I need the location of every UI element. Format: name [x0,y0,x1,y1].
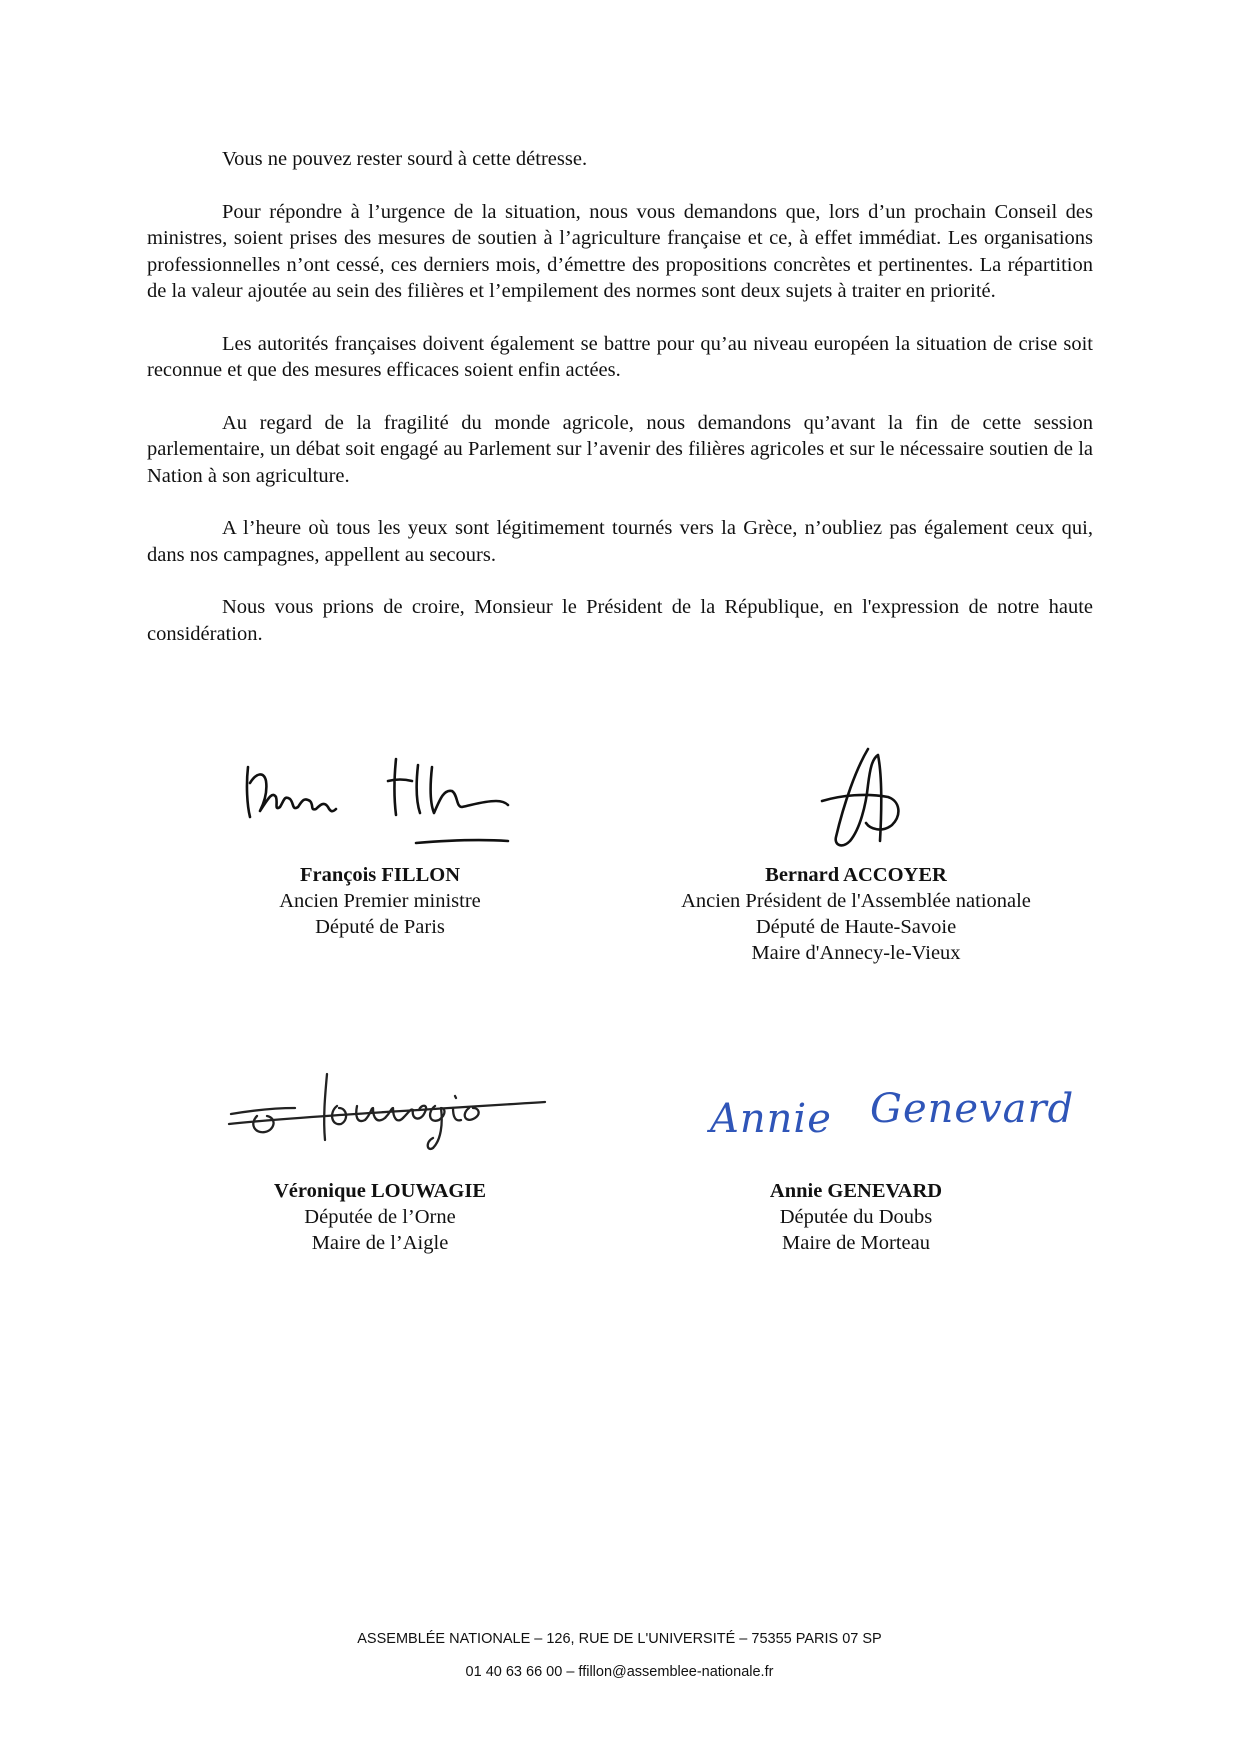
paragraph-4: Au regard de la fragilité du monde agricole, nous demandons qu’avant la fin de cette session parlementaire, un débat soit engagé au Parlement sur l’avenir des filières agricoles et sur le nécessaire soutien de la Nation à son agriculture. [147,411,1093,487]
signatory-name: François FILLON [299,864,461,886]
signatory-name: Annie GENEVARD [769,1180,943,1202]
signatory-title: Députée de l’Orne [304,1206,456,1228]
signatory-louwagie [230,1178,530,1256]
footer-address: ASSEMBLÉE NATIONALE – 126, RUE DE L'UNIVERSITÉ – 75355 PARIS 07 SP [357,1631,882,1647]
signatory-title: Députée du Doubs [779,1206,933,1228]
paragraph-3: Les autorités françaises doivent également se battre pour qu’au niveau européen la situation de crise soit reconnue et que des mesures efficaces soient enfin actées. [147,332,1093,381]
signature-genevard [700,1070,1075,1160]
signatory-title: Ancien Premier ministre [279,890,481,912]
signatory-title: Député de Paris [315,916,445,938]
signatory-title: Maire de l’Aigle [311,1232,449,1254]
paragraph-2: Pour répondre à l’urgence de la situation, nous vous demandons que, lors d’un prochain Conseil des ministres, soient prises des mesures de soutien à l’agriculture française et ce, à effet immédiat. Les organisations professionnelles n’ont cessé, ces derniers mois, d’émettre des propositions concrètes et pertinentes. La répartition de la valeur ajoutée au sein des filières et l’empilement des normes sont deux sujets à traiter en priorité. [147,200,1093,302]
signature-fillon [240,755,540,855]
signatory-accoyer [636,862,1076,966]
paragraph-1: Vous ne pouvez rester sourd à cette détresse. [222,148,588,170]
letter-body [147,146,1093,673]
footer-contact: 01 40 63 66 00 – ffillon@assemblee-nationale.fr [465,1664,774,1680]
signatory-genevard [706,1178,1006,1256]
signatory-title: Maire d'Annecy-le-Vieux [751,942,961,964]
signatory-fillon [230,862,530,940]
paragraph-5: A l’heure où tous les yeux sont légitimement tournés vers la Grèce, n’oubliez pas également ceux qui, dans nos campagnes, appellent au secours. [147,517,1093,566]
signature-accoyer [812,745,932,855]
signature-genevard-script: Annie [710,1096,832,1142]
signature-louwagie [225,1068,555,1158]
signatory-name: Bernard ACCOYER [765,864,947,886]
signatory-name: Véronique LOUWAGIE [273,1180,487,1202]
signatory-title: Député de Haute-Savoie [755,916,957,938]
signature-genevard-script-surname: Genevard [870,1086,1075,1132]
paragraph-closing: Nous vous prions de croire, Monsieur le Président de la République, en l'expression de notre haute considération. [147,596,1093,645]
signatory-title: Maire de Morteau [782,1232,930,1254]
signatory-title: Ancien Président de l'Assemblée nationale [681,890,1031,912]
